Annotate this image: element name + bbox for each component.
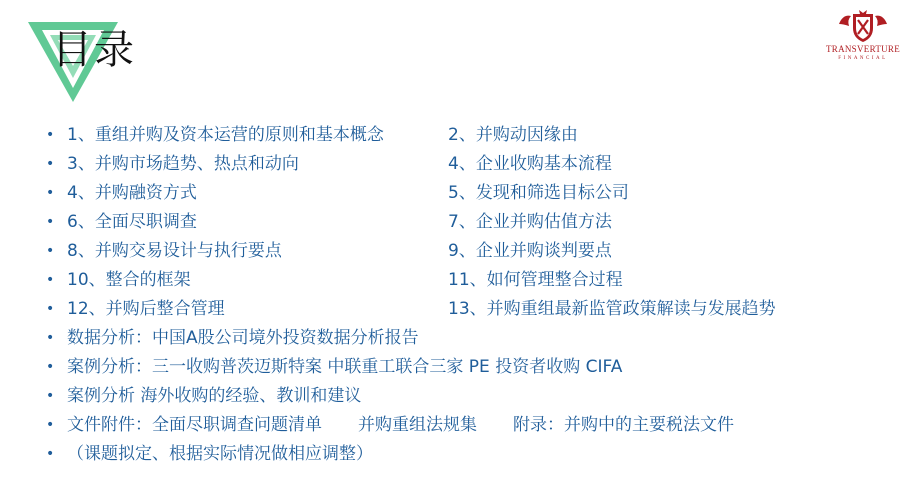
logo-subtitle: FINANCIAL (838, 56, 888, 61)
page-title: 目录 (52, 27, 136, 73)
bullet-icon: • (46, 127, 55, 143)
attachment-item: 附录：并购中的主要税法文件 (513, 415, 734, 435)
bullet-icon: • (46, 330, 55, 346)
bullet-icon: • (46, 214, 55, 230)
toc-item: 6、全面尽职调查 (67, 212, 197, 232)
attachment-item: 文件附件：全面尽职调查问题清单 (67, 415, 322, 435)
bullet-icon: • (46, 417, 55, 433)
toc-attachments (67, 411, 734, 440)
company-logo (822, 10, 904, 66)
toc-item: 7、企业并购估值方法 (448, 212, 612, 232)
bullet-icon: • (46, 272, 55, 288)
toc-item: 4、并购融资方式 (67, 183, 197, 203)
toc-item: 3、并购市场趋势、热点和动向 (67, 154, 299, 174)
toc-item: 4、企业收购基本流程 (448, 154, 612, 174)
bullet-icon: • (46, 156, 55, 172)
crest-icon (837, 10, 889, 44)
toc-case-study-2: 案例分析 海外收购的经验、教训和建议 (67, 386, 362, 406)
toc-item: 13、并购重组最新监管政策解读与发展趋势 (448, 299, 776, 319)
bullet-icon: • (46, 446, 55, 462)
bullet-icon: • (46, 243, 55, 259)
toc-item: 8、并购交易设计与执行要点 (67, 241, 282, 261)
toc-item: 11、如何管理整合过程 (448, 270, 623, 290)
toc-item: 10、整合的框架 (67, 270, 191, 290)
bullet-icon: • (46, 185, 55, 201)
bullet-icon: • (46, 301, 55, 317)
toc-item: 5、发现和筛选目标公司 (448, 183, 629, 203)
bullet-icon: • (46, 388, 55, 404)
toc-item: 9、企业并购谈判要点 (448, 241, 612, 261)
logo-name: TRANSVERTURE (825, 44, 901, 54)
toc-case-study-1: 案例分析：三一收购普茨迈斯特案 中联重工联合三家 PE 投资者收购 CIFA (67, 357, 623, 377)
toc-note: （课题拟定、根据实际情况做相应调整） (67, 444, 373, 464)
attachment-item: 并购重组法规集 (358, 415, 477, 435)
toc-data-analysis: 数据分析：中国A股公司境外投资数据分析报告 (67, 328, 419, 348)
bullet-icon: • (46, 359, 55, 375)
toc-item: 1、重组并购及资本运营的原则和基本概念 (67, 125, 384, 145)
toc-item: 2、并购动因缘由 (448, 125, 578, 145)
toc-item: 12、并购后整合管理 (67, 299, 225, 319)
